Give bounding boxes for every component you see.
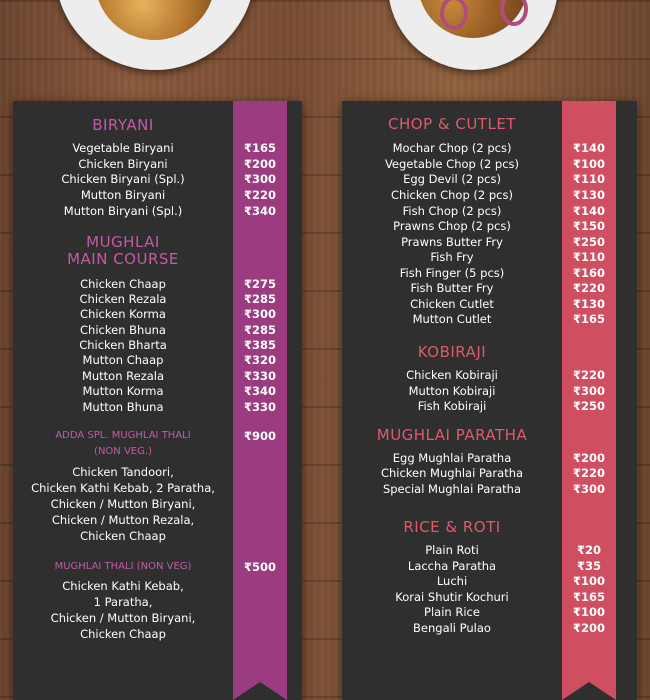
section-title-rice-roti: RICE & ROTI [403,518,501,536]
menu-item-name: Chicken Korma [80,307,166,321]
menu-item-name: Mutton Biryani (Spl.) [63,204,183,218]
menu-item-name: Chicken Bharta [79,338,167,352]
menu-item-name: Chicken Biryani [78,157,168,171]
menu-item-name: Fish Butter Fry [410,281,494,295]
menu-item-name: Chicken Rezala [79,292,167,306]
thali-description-line: Chicken Kathi Kebab, [62,579,184,593]
menu-item-name: Mutton Cutlet [412,312,492,326]
menu-item-price: ₹20 [576,543,601,557]
menu-item-name: Prawns Butter Fry [401,235,503,249]
menu-item-price: ₹130 [572,188,605,202]
section-title-mughlai-line2: MAIN COURSE [67,250,179,268]
menu-item-price: ₹130 [572,297,605,311]
menu-item-price: ₹140 [572,141,605,155]
menu-item-name: Chicken Cutlet [410,297,494,311]
menu-item-name: Plain Roti [425,543,479,557]
menu-item-name: Mutton Bhuna [82,400,164,414]
menu-item-name: Prawns Chop (2 pcs) [393,219,511,233]
menu-item-price: ₹250 [572,235,605,249]
menu-item-price: ₹100 [572,574,605,588]
menu-item-price: ₹250 [572,399,605,413]
menu-item-name: Egg Mughlai Paratha [392,451,512,465]
menu-item-name: Chicken Biryani (Spl.) [61,172,185,186]
menu-item-price: ₹200 [572,451,605,465]
menu-item-name: Egg Devil (2 pcs) [403,172,501,186]
section-title-mughlai-thali: MUGHLAI THALI (NON VEG) [54,561,192,572]
thali-description-line: Chicken / Mutton Rezala, [51,513,195,527]
menu-item-name: Korai Shutir Kochuri [395,590,509,604]
menu-item-price: ₹220 [572,368,605,382]
menu-item-price: ₹330 [243,400,276,414]
menu-item-price: ₹500 [243,560,276,574]
menu-item-name: Plain Rice [424,605,480,619]
left-menu-panel [13,101,302,700]
thali-description-line: Chicken Kathi Kebab, 2 Paratha, [31,481,215,495]
section-title-adda-thali: ADDA SPL. MUGHLAI THALI [55,430,191,441]
section-title-mughlai: MUGHLAI [86,233,160,251]
thali-description-line: Chicken / Mutton Biryani, [50,611,196,625]
section-title-chop-cutlet: CHOP & CUTLET [388,115,516,133]
onion-ring [500,0,528,26]
menu-item-name: Mochar Chop (2 pcs) [392,141,512,155]
menu-item-price: ₹220 [243,188,276,202]
menu-item-price: ₹140 [572,204,605,218]
menu-item-name: Special Mughlai Paratha [382,482,522,496]
menu-item-price: ₹200 [572,621,605,635]
menu-item-price: ₹35 [576,559,601,573]
menu-item-price: ₹110 [572,250,605,264]
menu-item-name: Vegetable Biryani [72,141,174,155]
thali-description-line: Chicken Chaap [80,627,166,641]
right-menu-panel [342,101,637,700]
menu-item-price: ₹275 [243,277,276,291]
menu-item-price: ₹300 [243,172,276,186]
menu-item-price: ₹340 [243,384,276,398]
menu-item-price: ₹900 [243,429,276,443]
menu-item-name: Fish Kobiraji [417,399,487,413]
menu-item-price: ₹220 [572,281,605,295]
menu-item-price: ₹160 [572,266,605,280]
menu-item-name: Chicken Bhuna [80,323,166,337]
menu-item-price: ₹385 [243,338,276,352]
biryani-plate-image [55,0,255,70]
menu-item-price: ₹285 [243,292,276,306]
menu-item-price: ₹165 [572,312,605,326]
menu-item-price: ₹220 [572,466,605,480]
menu-item-price: ₹110 [572,172,605,186]
menu-item-price: ₹300 [572,384,605,398]
menu-item-price: ₹320 [243,353,276,367]
menu-item-name: Luchi [436,574,468,588]
menu-item-price: ₹150 [572,219,605,233]
menu-item-name: Chicken Kobiraji [406,368,498,382]
menu-item-name: Fish Finger (5 pcs) [399,266,505,280]
menu-item-price: ₹100 [572,157,605,171]
menu-item-price: ₹330 [243,369,276,383]
menu-item-name: Chicken Chop (2 pcs) [391,188,513,202]
menu-item-price: ₹340 [243,204,276,218]
section-title-adda-thali-line2: (NON VEG.) [94,446,152,457]
thali-description-line: Chicken / Mutton Biryani, [50,497,196,511]
thali-description-line: 1 Paratha, [93,595,153,609]
menu-item-name: Vegetable Chop (2 pcs) [384,157,520,171]
menu-item-price: ₹100 [572,605,605,619]
menu-item-name: Fish Chop (2 pcs) [402,204,502,218]
menu-item-name: Mutton Rezala [81,369,165,383]
menu-item-price: ₹165 [243,141,276,155]
menu-item-name: Fish Fry [430,250,474,264]
biryani-food [95,0,215,40]
menu-item-price: ₹200 [243,157,276,171]
menu-item-name: Mutton Biryani [80,188,166,202]
menu-item-name: Mutton Chaap [82,353,164,367]
menu-item-name: Laccha Paratha [407,559,497,573]
menu-item-name: Mutton Kobiraji [408,384,496,398]
menu-item-name: Mutton Korma [82,384,164,398]
thali-description-line: Chicken Tandoori, [72,465,174,479]
menu-item-price: ₹300 [243,307,276,321]
section-title-biryani: BIRYANI [92,116,154,134]
menu-item-price: ₹285 [243,323,276,337]
menu-item-name: Chicken Mughlai Paratha [380,466,524,480]
menu-item-name: Chicken Chaap [80,277,166,291]
menu-item-price: ₹300 [572,482,605,496]
menu-item-price: ₹165 [572,590,605,604]
thali-description-line: Chicken Chaap [80,529,166,543]
menu-item-name: Bengali Pulao [413,621,491,635]
section-title-kobiraji: KOBIRAJI [417,343,487,361]
chop-plate-image [388,0,558,70]
section-title-mughlai-paratha: MUGHLAI PARATHA [376,426,528,444]
